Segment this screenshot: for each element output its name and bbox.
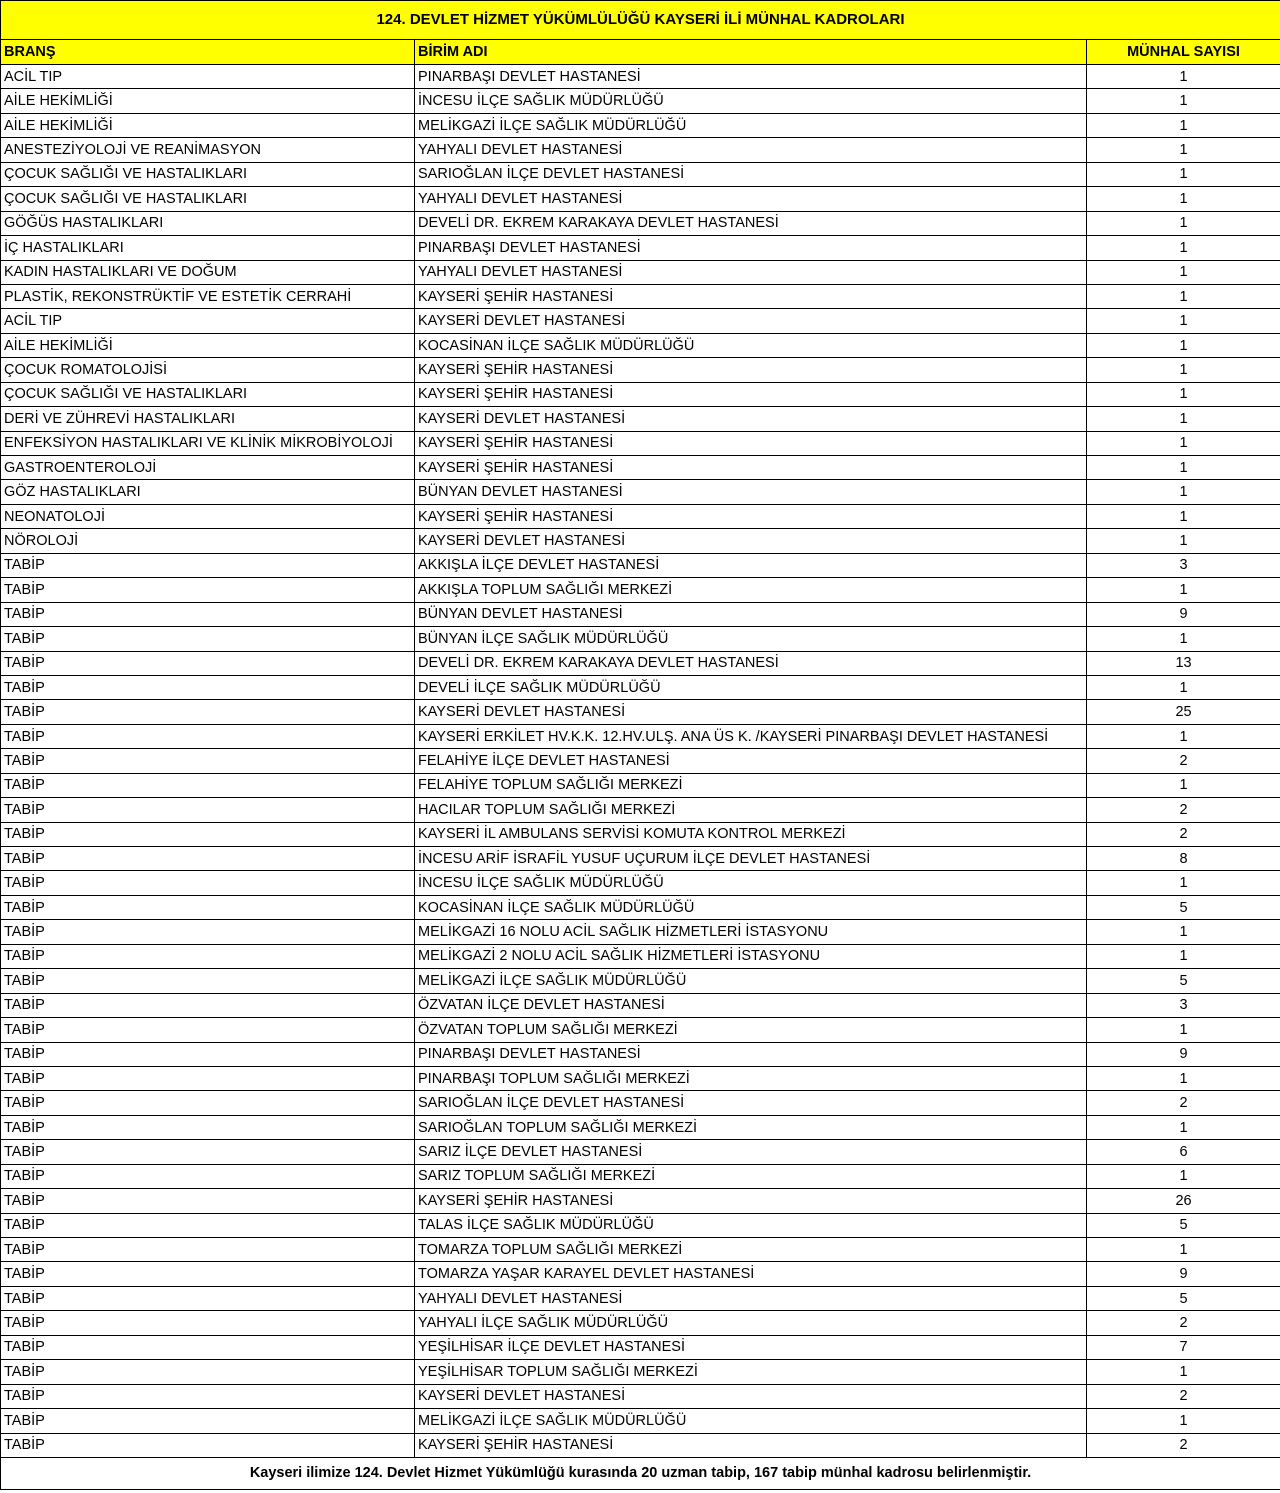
table-row (1, 1286, 1280, 1310)
cell-birim: DEVELİ DR. EKREM KARAKAYA DEVLET HASTANESİ (415, 651, 1087, 675)
cell-sayi: 1 (1087, 1360, 1280, 1384)
table-row (1, 260, 1280, 284)
table-row (1, 700, 1280, 724)
cell-brans: TABİP (1, 1360, 415, 1384)
cell-brans: TABİP (1, 969, 415, 993)
cell-sayi: 1 (1087, 260, 1280, 284)
table-row (1, 187, 1280, 211)
cell-sayi: 1 (1087, 1164, 1280, 1188)
cell-brans: TABİP (1, 871, 415, 895)
cell-birim: KAYSERİ ŞEHİR HASTANESİ (415, 456, 1087, 480)
cell-brans: TABİP (1, 1335, 415, 1359)
table-body (1, 65, 1280, 1458)
table-row (1, 89, 1280, 113)
cell-brans: ACİL TIP (1, 65, 415, 89)
table-row (1, 895, 1280, 919)
table-row (1, 1433, 1280, 1457)
cell-birim: AKKIŞLA TOPLUM SAĞLIĞI MERKEZİ (415, 578, 1087, 602)
cell-birim: PINARBAŞI DEVLET HASTANESİ (415, 1042, 1087, 1066)
cell-birim: KOCASİNAN İLÇE SAĞLIK MÜDÜRLÜĞÜ (415, 895, 1087, 919)
cell-birim: KAYSERİ ŞEHİR HASTANESİ (415, 284, 1087, 308)
cell-birim: YAHYALI DEVLET HASTANESİ (415, 138, 1087, 162)
cell-brans: TABİP (1, 627, 415, 651)
table-row (1, 578, 1280, 602)
cell-birim: AKKIŞLA İLÇE DEVLET HASTANESİ (415, 553, 1087, 577)
cell-sayi: 1 (1087, 162, 1280, 186)
cell-brans: TABİP (1, 773, 415, 797)
cell-brans: TABİP (1, 847, 415, 871)
table-row (1, 1311, 1280, 1335)
table-row (1, 749, 1280, 773)
cell-brans: TABİP (1, 920, 415, 944)
cell-sayi: 1 (1087, 1066, 1280, 1090)
cell-birim: PINARBAŞI DEVLET HASTANESİ (415, 236, 1087, 260)
cell-brans: ANESTEZİYOLOJİ VE REANİMASYON (1, 138, 415, 162)
cell-brans: TABİP (1, 944, 415, 968)
cell-brans: ACİL TIP (1, 309, 415, 333)
cell-brans: TABİP (1, 1286, 415, 1310)
cell-birim: PINARBAŞI TOPLUM SAĞLIĞI MERKEZİ (415, 1066, 1087, 1090)
cell-sayi: 1 (1087, 920, 1280, 944)
cell-brans: NÖROLOJİ (1, 529, 415, 553)
cell-brans: ENFEKSİYON HASTALIKLARI VE KLİNİK MİKROBİYOLOJİ (1, 431, 415, 455)
cell-birim: DEVELİ İLÇE SAĞLIK MÜDÜRLÜĞÜ (415, 675, 1087, 699)
cell-sayi: 1 (1087, 1238, 1280, 1262)
cell-brans: TABİP (1, 1115, 415, 1139)
cell-birim: MELİKGAZİ İLÇE SAĞLIK MÜDÜRLÜĞÜ (415, 113, 1087, 137)
cell-sayi: 2 (1087, 1091, 1280, 1115)
table-row (1, 529, 1280, 553)
table-row (1, 944, 1280, 968)
cell-birim: YAHYALI DEVLET HASTANESİ (415, 1286, 1087, 1310)
cell-birim: TALAS İLÇE SAĞLIK MÜDÜRLÜĞÜ (415, 1213, 1087, 1237)
cell-sayi: 25 (1087, 700, 1280, 724)
cell-birim: TOMARZA YAŞAR KARAYEL DEVLET HASTANESİ (415, 1262, 1087, 1286)
cell-birim: KOCASİNAN İLÇE SAĞLIK MÜDÜRLÜĞÜ (415, 333, 1087, 357)
cell-brans: TABİP (1, 1433, 415, 1457)
cell-brans: TABİP (1, 993, 415, 1017)
cell-birim: SARIOĞLAN İLÇE DEVLET HASTANESİ (415, 1091, 1087, 1115)
table-row (1, 236, 1280, 260)
cell-sayi: 1 (1087, 1018, 1280, 1042)
cell-birim: YEŞİLHİSAR TOPLUM SAĞLIĞI MERKEZİ (415, 1360, 1087, 1384)
cell-birim: SARIZ İLÇE DEVLET HASTANESİ (415, 1140, 1087, 1164)
cell-sayi: 3 (1087, 553, 1280, 577)
cell-sayi: 1 (1087, 113, 1280, 137)
table-row (1, 871, 1280, 895)
table-row (1, 1189, 1280, 1213)
cell-sayi: 1 (1087, 675, 1280, 699)
cell-birim: İNCESU İLÇE SAĞLIK MÜDÜRLÜĞÜ (415, 871, 1087, 895)
cell-brans: GÖZ HASTALIKLARI (1, 480, 415, 504)
cell-brans: ÇOCUK SAĞLIĞI VE HASTALIKLARI (1, 382, 415, 406)
cell-sayi: 9 (1087, 602, 1280, 626)
table-row (1, 675, 1280, 699)
cell-brans: TABİP (1, 700, 415, 724)
cell-brans: TABİP (1, 1066, 415, 1090)
cell-birim: DEVELİ DR. EKREM KARAKAYA DEVLET HASTANESİ (415, 211, 1087, 235)
cell-birim: ÖZVATAN TOPLUM SAĞLIĞI MERKEZİ (415, 1018, 1087, 1042)
cell-brans: ÇOCUK SAĞLIĞI VE HASTALIKLARI (1, 187, 415, 211)
cell-brans: GASTROENTEROLOJİ (1, 456, 415, 480)
page-title: 124. DEVLET HİZMET YÜKÜMLÜLÜĞÜ KAYSERİ İLİ MÜNHAL KADROLARI (1, 1, 1280, 40)
table-row (1, 1140, 1280, 1164)
column-header-sayi: MÜNHAL SAYISI (1087, 40, 1280, 65)
cell-brans: TABİP (1, 798, 415, 822)
cell-birim: MELİKGAZİ İLÇE SAĞLIK MÜDÜRLÜĞÜ (415, 969, 1087, 993)
cell-brans: TABİP (1, 1384, 415, 1408)
table-row (1, 847, 1280, 871)
cell-brans: TABİP (1, 578, 415, 602)
cell-sayi: 5 (1087, 1213, 1280, 1237)
cell-brans: TABİP (1, 602, 415, 626)
table-row (1, 993, 1280, 1017)
table-row (1, 504, 1280, 528)
table-row (1, 1384, 1280, 1408)
cell-birim: KAYSERİ DEVLET HASTANESİ (415, 309, 1087, 333)
cell-sayi: 1 (1087, 309, 1280, 333)
table-row (1, 553, 1280, 577)
cell-birim: KAYSERİ ERKİLET HV.K.K. 12.HV.ULŞ. ANA ÜS K. /KAYSERİ PINARBAŞI DEVLET HASTANESİ (415, 724, 1087, 748)
table-row (1, 798, 1280, 822)
cell-sayi: 3 (1087, 993, 1280, 1017)
column-header-birim: BİRİM ADI (415, 40, 1087, 65)
table-row (1, 651, 1280, 675)
cell-brans: TABİP (1, 553, 415, 577)
cell-sayi: 1 (1087, 456, 1280, 480)
cell-birim: BÜNYAN DEVLET HASTANESİ (415, 602, 1087, 626)
cell-sayi: 1 (1087, 578, 1280, 602)
cell-brans: ÇOCUK ROMATOLOJİSİ (1, 358, 415, 382)
cell-sayi: 2 (1087, 1433, 1280, 1457)
table-row (1, 1066, 1280, 1090)
cell-birim: İNCESU ARİF İSRAFİL YUSUF UÇURUM İLÇE DEVLET HASTANESİ (415, 847, 1087, 871)
cell-sayi: 5 (1087, 1286, 1280, 1310)
table-row (1, 1262, 1280, 1286)
table-row (1, 284, 1280, 308)
cell-sayi: 1 (1087, 333, 1280, 357)
table-row (1, 1164, 1280, 1188)
table-row (1, 627, 1280, 651)
cell-sayi: 1 (1087, 284, 1280, 308)
cell-birim: MELİKGAZİ 2 NOLU ACİL SAĞLIK HİZMETLERİ İSTASYONU (415, 944, 1087, 968)
cell-sayi: 8 (1087, 847, 1280, 871)
cell-brans: TABİP (1, 895, 415, 919)
cell-birim: YEŞİLHİSAR İLÇE DEVLET HASTANESİ (415, 1335, 1087, 1359)
cell-birim: KAYSERİ ŞEHİR HASTANESİ (415, 382, 1087, 406)
cell-sayi: 1 (1087, 236, 1280, 260)
table-row (1, 920, 1280, 944)
cell-brans: TABİP (1, 749, 415, 773)
cell-sayi: 2 (1087, 749, 1280, 773)
table-row (1, 1091, 1280, 1115)
table-row (1, 773, 1280, 797)
cell-sayi: 1 (1087, 627, 1280, 651)
cell-birim: YAHYALI İLÇE SAĞLIK MÜDÜRLÜĞÜ (415, 1311, 1087, 1335)
cell-sayi: 1 (1087, 382, 1280, 406)
column-header-row (1, 40, 1280, 65)
cell-sayi: 1 (1087, 187, 1280, 211)
cell-sayi: 5 (1087, 895, 1280, 919)
cell-birim: YAHYALI DEVLET HASTANESİ (415, 187, 1087, 211)
cell-birim: FELAHİYE İLÇE DEVLET HASTANESİ (415, 749, 1087, 773)
cell-brans: TABİP (1, 1213, 415, 1237)
footer-note: Kayseri ilimize 124. Devlet Hizmet Yükümlüğü kurasında 20 uzman tabip, 167 tabip münhal kadrosu belirlenmiştir. (1, 1457, 1280, 1489)
cell-brans: TABİP (1, 1311, 415, 1335)
table-row (1, 724, 1280, 748)
cell-birim: MELİKGAZİ İLÇE SAĞLIK MÜDÜRLÜĞÜ (415, 1409, 1087, 1433)
cell-sayi: 1 (1087, 138, 1280, 162)
cell-sayi: 5 (1087, 969, 1280, 993)
cell-birim: SARIOĞLAN İLÇE DEVLET HASTANESİ (415, 162, 1087, 186)
table-row (1, 969, 1280, 993)
cell-brans: AİLE HEKİMLİĞİ (1, 113, 415, 137)
cell-brans: TABİP (1, 1042, 415, 1066)
cell-birim: KAYSERİ DEVLET HASTANESİ (415, 407, 1087, 431)
cell-sayi: 2 (1087, 1311, 1280, 1335)
table-row (1, 1409, 1280, 1433)
table-row (1, 162, 1280, 186)
cell-brans: TABİP (1, 1164, 415, 1188)
table-row (1, 1018, 1280, 1042)
cell-brans: PLASTİK, REKONSTRÜKTİF VE ESTETİK CERRAHİ (1, 284, 415, 308)
cell-sayi: 1 (1087, 529, 1280, 553)
cell-birim: KAYSERİ DEVLET HASTANESİ (415, 700, 1087, 724)
table-row (1, 1238, 1280, 1262)
table-row (1, 211, 1280, 235)
column-header-brans: BRANŞ (1, 40, 415, 65)
cell-sayi: 1 (1087, 773, 1280, 797)
cell-brans: GÖĞÜS HASTALIKLARI (1, 211, 415, 235)
table-row (1, 138, 1280, 162)
cell-birim: SARIZ TOPLUM SAĞLIĞI MERKEZİ (415, 1164, 1087, 1188)
cell-birim: FELAHİYE TOPLUM SAĞLIĞI MERKEZİ (415, 773, 1087, 797)
cell-birim: İNCESU İLÇE SAĞLIK MÜDÜRLÜĞÜ (415, 89, 1087, 113)
cell-sayi: 1 (1087, 1115, 1280, 1139)
cell-sayi: 13 (1087, 651, 1280, 675)
cell-birim: KAYSERİ ŞEHİR HASTANESİ (415, 431, 1087, 455)
table-row (1, 358, 1280, 382)
cell-brans: TABİP (1, 724, 415, 748)
cell-sayi: 7 (1087, 1335, 1280, 1359)
table-row (1, 333, 1280, 357)
table-row (1, 822, 1280, 846)
table-row (1, 65, 1280, 89)
cell-birim: YAHYALI DEVLET HASTANESİ (415, 260, 1087, 284)
cell-brans: AİLE HEKİMLİĞİ (1, 333, 415, 357)
cell-brans: ÇOCUK SAĞLIĞI VE HASTALIKLARI (1, 162, 415, 186)
table-row (1, 1115, 1280, 1139)
cell-sayi: 1 (1087, 724, 1280, 748)
cell-brans: DERİ VE ZÜHREVİ HASTALIKLARI (1, 407, 415, 431)
cell-sayi: 1 (1087, 211, 1280, 235)
table-row (1, 1335, 1280, 1359)
cell-brans: TABİP (1, 675, 415, 699)
table-row (1, 1360, 1280, 1384)
cell-sayi: 1 (1087, 871, 1280, 895)
cell-birim: MELİKGAZİ 16 NOLU ACİL SAĞLIK HİZMETLERİ İSTASYONU (415, 920, 1087, 944)
cell-brans: KADIN HASTALIKLARI VE DOĞUM (1, 260, 415, 284)
cell-birim: KAYSERİ İL AMBULANS SERVİSİ KOMUTA KONTROL MERKEZİ (415, 822, 1087, 846)
cell-birim: KAYSERİ ŞEHİR HASTANESİ (415, 504, 1087, 528)
cell-birim: KAYSERİ DEVLET HASTANESİ (415, 529, 1087, 553)
cell-sayi: 1 (1087, 431, 1280, 455)
cell-birim: KAYSERİ ŞEHİR HASTANESİ (415, 358, 1087, 382)
table-row (1, 431, 1280, 455)
cell-brans: İÇ HASTALIKLARI (1, 236, 415, 260)
cell-brans: TABİP (1, 1189, 415, 1213)
cell-birim: KAYSERİ ŞEHİR HASTANESİ (415, 1189, 1087, 1213)
cell-sayi: 1 (1087, 65, 1280, 89)
table-row (1, 1042, 1280, 1066)
cell-brans: TABİP (1, 1262, 415, 1286)
cell-brans: TABİP (1, 1018, 415, 1042)
cell-sayi: 6 (1087, 1140, 1280, 1164)
cell-birim: KAYSERİ ŞEHİR HASTANESİ (415, 1433, 1087, 1457)
cell-brans: NEONATOLOJİ (1, 504, 415, 528)
table-row (1, 480, 1280, 504)
cell-sayi: 1 (1087, 407, 1280, 431)
table-row (1, 113, 1280, 137)
cell-birim: HACILAR TOPLUM SAĞLIĞI MERKEZİ (415, 798, 1087, 822)
cell-sayi: 1 (1087, 944, 1280, 968)
cell-sayi: 26 (1087, 1189, 1280, 1213)
cell-birim: KAYSERİ DEVLET HASTANESİ (415, 1384, 1087, 1408)
cell-sayi: 1 (1087, 1409, 1280, 1433)
cell-birim: BÜNYAN DEVLET HASTANESİ (415, 480, 1087, 504)
cell-brans: TABİP (1, 651, 415, 675)
table-row (1, 407, 1280, 431)
cell-sayi: 2 (1087, 822, 1280, 846)
cell-brans: TABİP (1, 1091, 415, 1115)
cell-sayi: 9 (1087, 1262, 1280, 1286)
cell-brans: TABİP (1, 1409, 415, 1433)
cell-sayi: 1 (1087, 89, 1280, 113)
cell-birim: SARIOĞLAN TOPLUM SAĞLIĞI MERKEZİ (415, 1115, 1087, 1139)
cell-birim: BÜNYAN İLÇE SAĞLIK MÜDÜRLÜĞÜ (415, 627, 1087, 651)
cell-sayi: 1 (1087, 358, 1280, 382)
table-row (1, 602, 1280, 626)
cell-sayi: 1 (1087, 504, 1280, 528)
cell-sayi: 2 (1087, 798, 1280, 822)
table-row (1, 456, 1280, 480)
cell-birim: ÖZVATAN İLÇE DEVLET HASTANESİ (415, 993, 1087, 1017)
cell-sayi: 9 (1087, 1042, 1280, 1066)
cell-brans: TABİP (1, 822, 415, 846)
cell-brans: TABİP (1, 1140, 415, 1164)
cell-brans: AİLE HEKİMLİĞİ (1, 89, 415, 113)
cell-sayi: 2 (1087, 1384, 1280, 1408)
table-row (1, 382, 1280, 406)
cell-sayi: 1 (1087, 480, 1280, 504)
cell-birim: TOMARZA TOPLUM SAĞLIĞI MERKEZİ (415, 1238, 1087, 1262)
table-row (1, 309, 1280, 333)
cell-birim: PINARBAŞI DEVLET HASTANESİ (415, 65, 1087, 89)
cell-brans: TABİP (1, 1238, 415, 1262)
table-row (1, 1213, 1280, 1237)
